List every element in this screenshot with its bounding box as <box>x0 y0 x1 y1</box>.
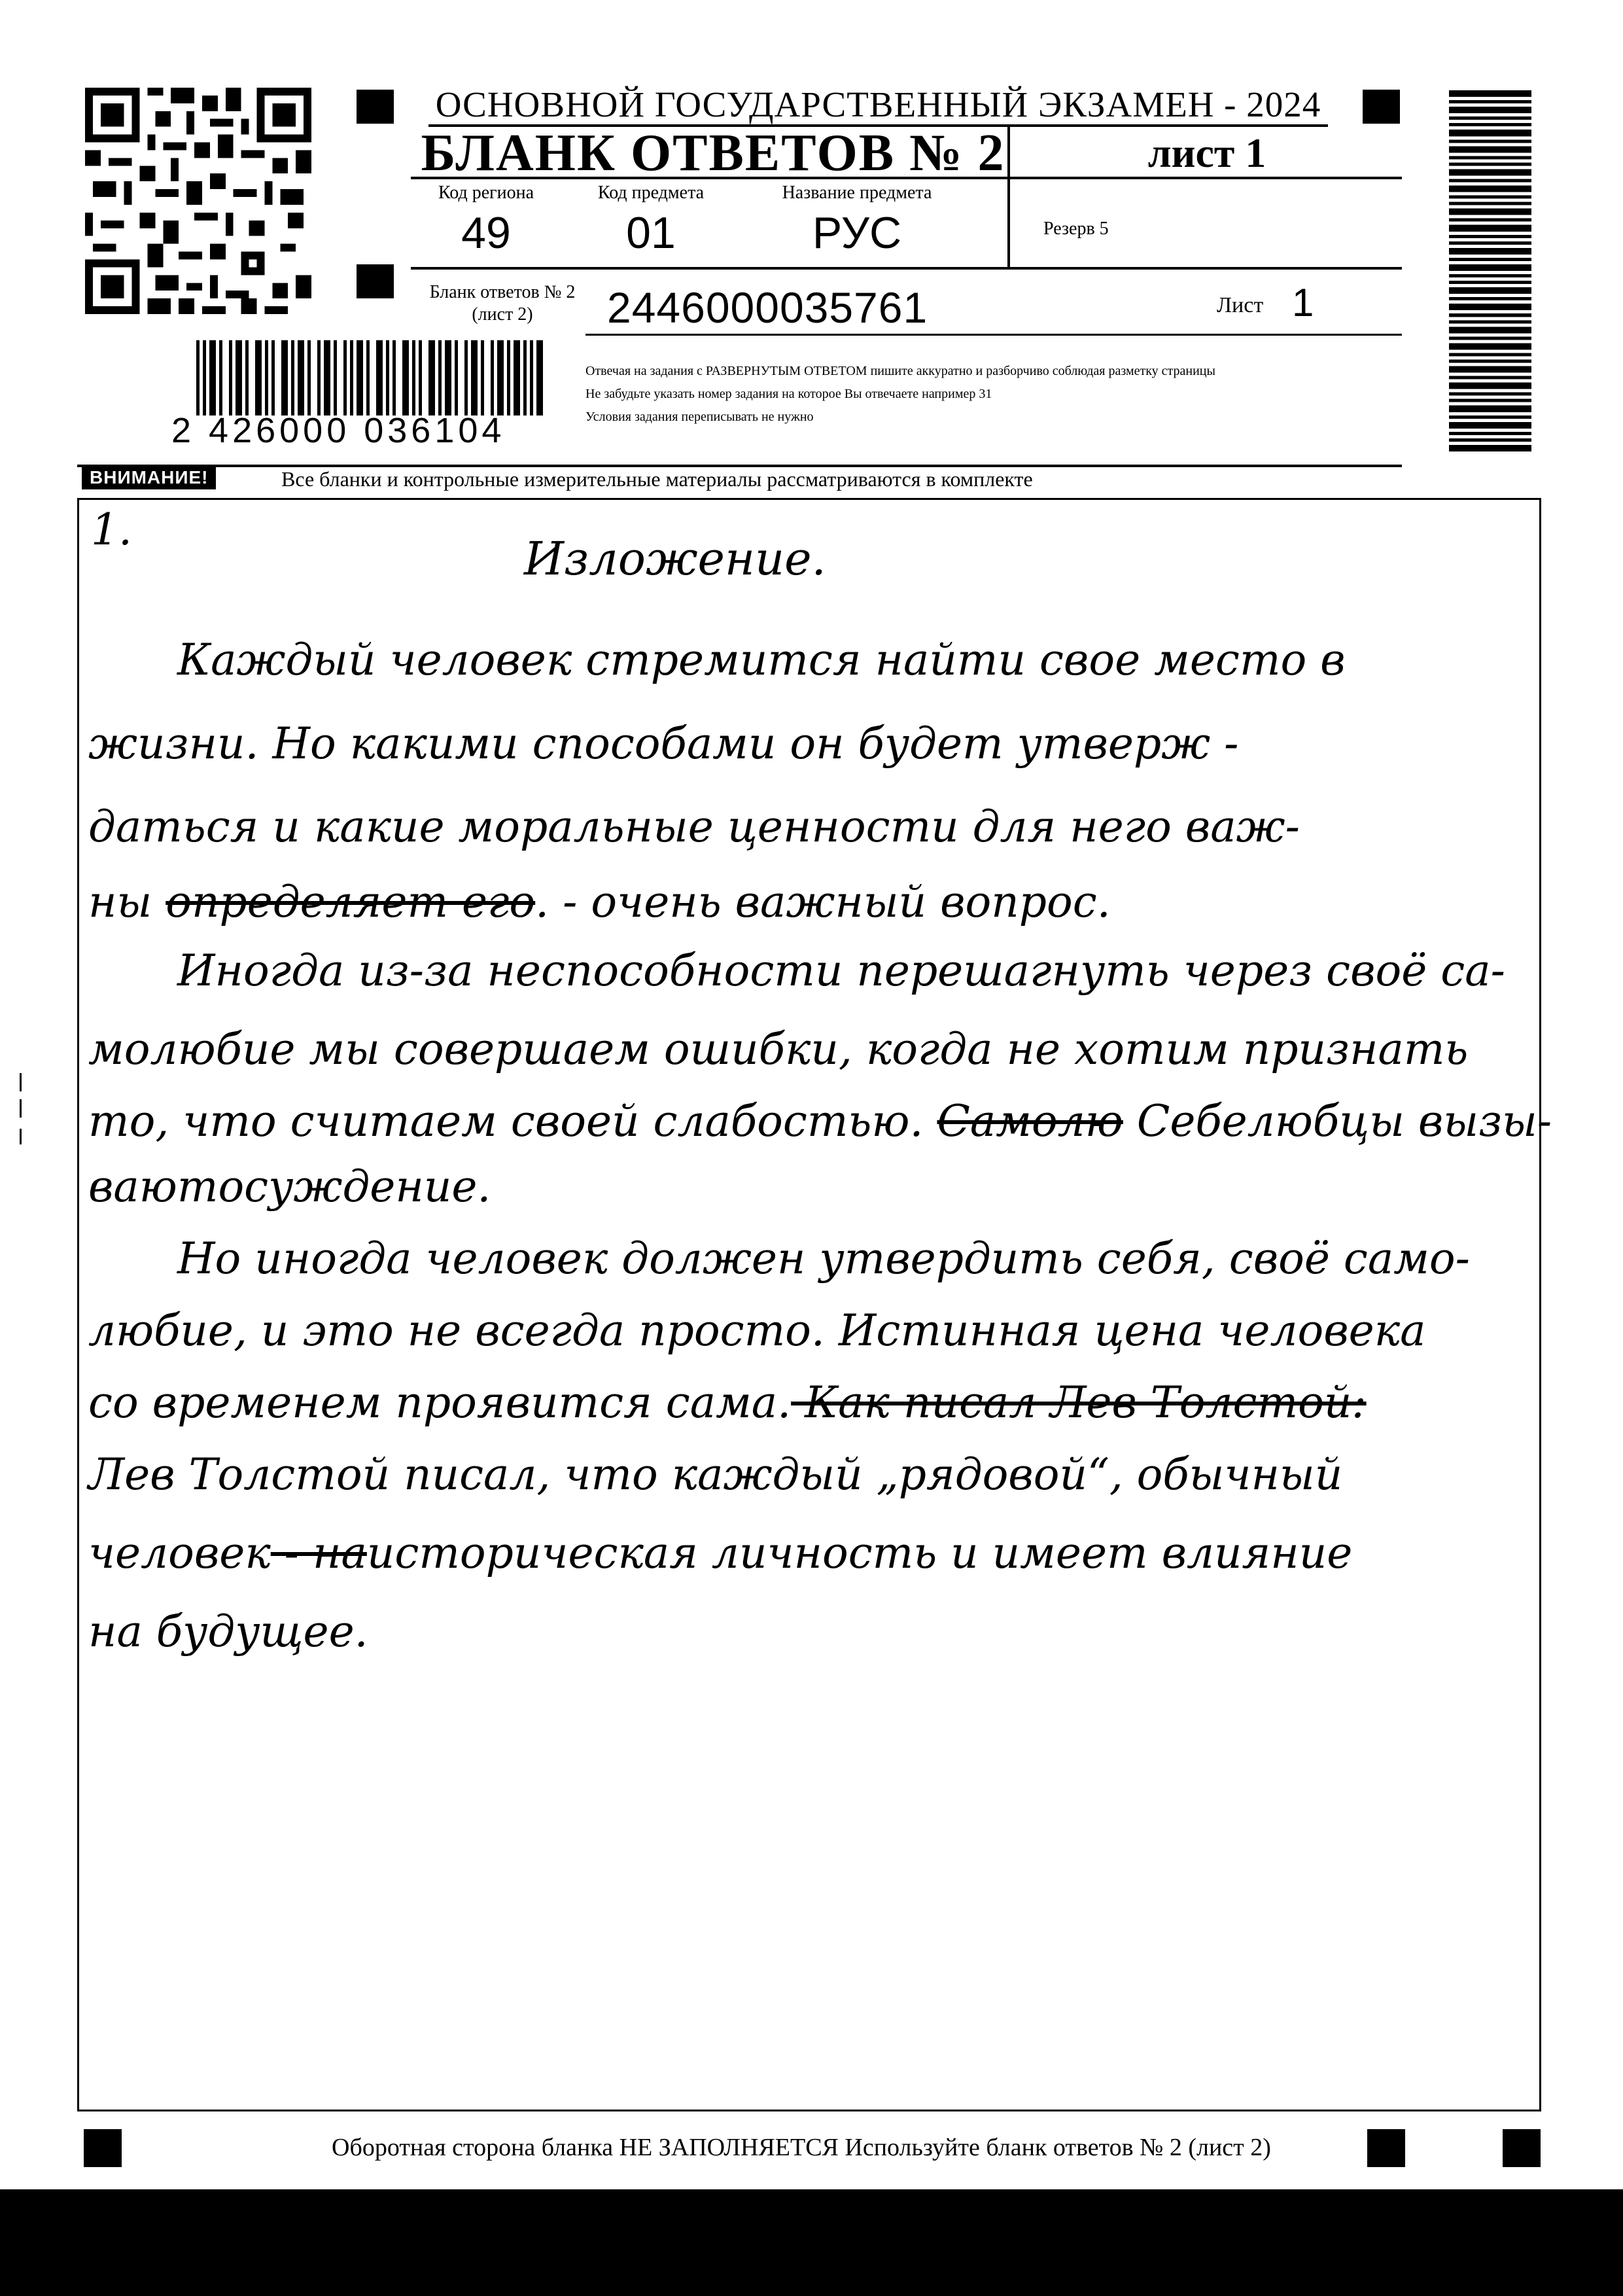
alignment-marker-bottom-left <box>84 2129 122 2167</box>
subject-code-label: Код предмета <box>597 183 705 203</box>
list-label: Лист <box>1217 293 1264 317</box>
answer-line-2: жизни. Но какими способами он будет утверж - <box>88 718 1239 769</box>
answer-area <box>77 498 1552 2111</box>
subject-name-label: Название предмета <box>782 183 932 203</box>
answer-line-11 <box>88 1377 1367 1429</box>
barcode-digits: 2 426000 036104 <box>171 411 506 450</box>
qr-code <box>83 88 313 314</box>
task-number: 1. <box>91 504 132 555</box>
sheet-subtitle <box>411 281 594 326</box>
warning-badge: ВНИМАНИЕ! <box>82 465 216 489</box>
answer-line-10: любие, и это не всегда просто. Истинная цена человека <box>88 1305 1426 1356</box>
region-label: Код региона <box>438 183 534 203</box>
answer-line-5: Иногда из-за неспособности перешагнуть через своё са- <box>177 945 1505 996</box>
answer-line-13 <box>88 1527 1352 1580</box>
alignment-marker-top-right <box>1363 90 1400 124</box>
crossed-out-text: определяет его <box>166 877 536 927</box>
exam-title: ОСНОВНОЙ ГОСУДАРСТВЕННЫЙ ЭКЗАМЕН - 2024 <box>435 84 1321 124</box>
answer-line-14: на будущее. <box>88 1606 368 1657</box>
subject-code-value: 01 <box>626 208 676 258</box>
sheet-ref-rule <box>585 334 1402 336</box>
answer-line-12: Лев Толстой писал, что каждый „рядовой“, обычный <box>88 1449 1343 1500</box>
barcode <box>196 340 543 415</box>
form-title: БЛАНК ОТВЕТОВ № 2 <box>421 124 1005 182</box>
warning-text: Все бланки и контрольные измерительные материалы рассматриваются в комплекте <box>281 467 1033 491</box>
alignment-marker-top-left <box>357 90 394 124</box>
margin-mark <box>20 1099 22 1118</box>
answer-line-4-start: ны <box>88 877 152 927</box>
header-rule-bottom <box>411 267 1402 270</box>
answer-line-4 <box>88 876 1111 928</box>
answer-line-13-start: человек <box>88 1528 271 1578</box>
answer-line-11-start: со временем проявится сама. <box>88 1377 792 1428</box>
reserve-label: Резерв 5 <box>1043 219 1109 239</box>
answer-line-7 <box>88 1095 1552 1148</box>
sheet-subtitle-line2: (лист 2) <box>472 304 533 325</box>
answer-line-9: Но иногда человек должен утвердить себя, своё само- <box>177 1233 1470 1284</box>
scan-border <box>0 2189 1623 2296</box>
subject-name-value: РУС <box>812 208 902 258</box>
crossed-out-text: - на <box>270 1528 367 1578</box>
crossed-out-text: Как писал Лев Толстой: <box>791 1377 1367 1428</box>
answer-line-8: ваютосуждение. <box>88 1161 491 1212</box>
answer-line-1: Каждый человек стремится найти свое место в <box>177 635 1346 685</box>
side-barcode <box>1449 90 1531 451</box>
list-number: 1 <box>1292 281 1314 325</box>
answer-line-13-end: историческая личность и имеет влияние <box>366 1528 1353 1578</box>
answer-line-4-end: . - очень важный вопрос. <box>535 877 1111 927</box>
instruction-line-1: Отвечая на задания с РАЗВЕРНУТЫМ ОТВЕТОМ пишите аккуратно и разборчиво соблюдая разметку страницы <box>585 364 1215 378</box>
form-number: 2446000035761 <box>607 283 928 332</box>
sheet-subtitle-line1: Бланк ответов № 2 <box>429 282 576 302</box>
answer-line-7-start: то, что считаем своей слабостью. <box>88 1096 924 1146</box>
region-value: 49 <box>461 208 511 258</box>
instruction-line-2: Не забудьте указать номер задания на которое Вы отвечаете например 31 <box>585 387 992 401</box>
crossed-out-text: Самолю <box>937 1096 1123 1146</box>
header-divider <box>1007 126 1010 268</box>
answer-line-6: молюбие мы совершаем ошибки, когда не хотим признать <box>88 1024 1469 1074</box>
answer-line-3: даться и какие моральные ценности для него важ- <box>88 802 1300 852</box>
alignment-marker-bottom-right <box>1503 2129 1541 2167</box>
margin-mark <box>20 1073 22 1091</box>
margin-mark <box>20 1129 22 1144</box>
sheet-title: лист 1 <box>1147 130 1266 176</box>
answer-line-7-end: Себелюбцы вызы- <box>1123 1096 1552 1146</box>
answer-title: Изложение. <box>524 532 826 586</box>
instruction-line-3: Условия задания переписывать не нужно <box>585 410 814 424</box>
footer-note: Оборотная сторона бланка НЕ ЗАПОЛНЯЕТСЯ Используйте бланк ответов № 2 (лист 2) <box>332 2134 1271 2161</box>
alignment-marker-mid-left <box>357 264 394 298</box>
